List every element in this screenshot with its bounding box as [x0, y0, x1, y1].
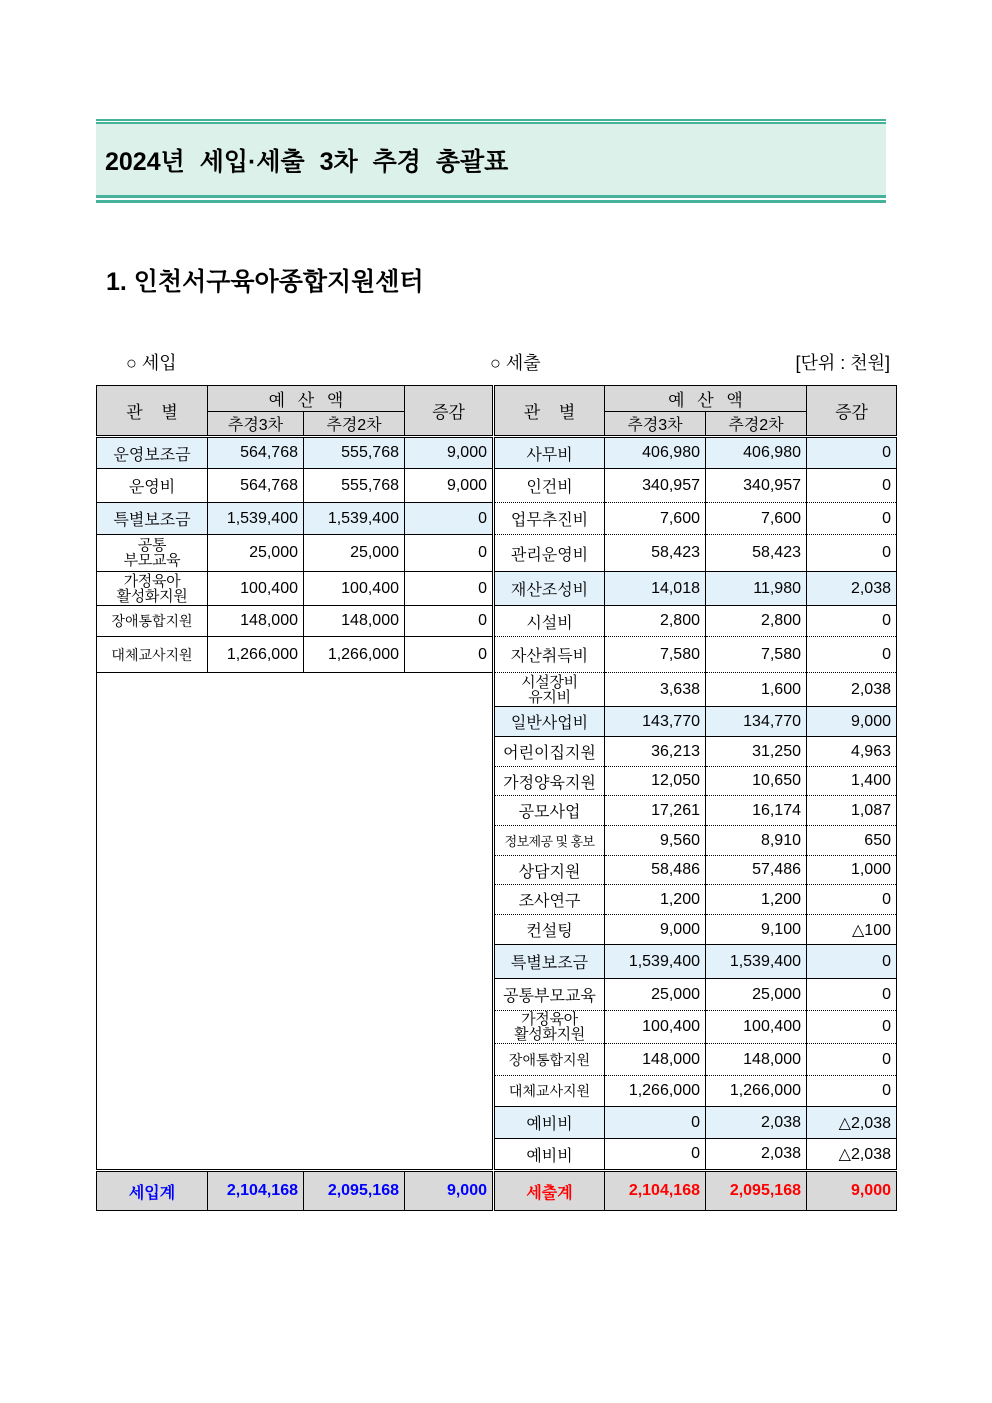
expense-row-third: 143,770	[605, 707, 706, 737]
expense-row-category: 자산취득비	[495, 637, 605, 673]
expense-row	[495, 437, 897, 469]
expense-row-change: 2,038	[807, 572, 897, 606]
expense-row-category: 조사연구	[495, 885, 605, 915]
expense-row	[495, 767, 897, 796]
revenue-row-category: 운영비	[97, 469, 208, 503]
expense-row-second: 2,038	[706, 1107, 807, 1139]
expense-row	[495, 707, 897, 737]
revenue-total-third: 2,104,168	[208, 1171, 304, 1211]
revenue-row	[97, 535, 493, 572]
expense-row-category: 인건비	[495, 469, 605, 503]
expense-row-second: 9,100	[706, 915, 807, 945]
expense-total-label: 세출계	[495, 1171, 605, 1211]
expense-row	[495, 535, 897, 572]
expense-row-change: 1,400	[807, 767, 897, 796]
expense-row	[495, 826, 897, 856]
expense-row	[495, 1011, 897, 1044]
expense-row-third: 148,000	[605, 1044, 706, 1076]
expense-row-third: 9,000	[605, 915, 706, 945]
expense-total-second: 2,095,168	[706, 1171, 807, 1211]
revenue-row-change: 0	[405, 503, 493, 535]
expense-row-change: 0	[807, 885, 897, 915]
revenue-row-change: 0	[405, 606, 493, 637]
expense-row-change: 0	[807, 1076, 897, 1107]
revenue-row-second: 1,539,400	[304, 503, 405, 535]
unit-label: [단위 : 천원]	[795, 353, 890, 373]
expense-row	[495, 1107, 897, 1139]
revenue-row-second: 555,768	[304, 437, 405, 469]
title-box	[96, 119, 886, 203]
expense-row-second: 406,980	[706, 437, 807, 469]
expense-row	[495, 1044, 897, 1076]
expense-row-category: 일반사업비	[495, 707, 605, 737]
expense-row-change: 2,038	[807, 673, 897, 707]
revenue-header-third: 추경3차	[208, 412, 304, 437]
expense-row	[495, 1139, 897, 1171]
revenue-row-category: 가정육아 활성화지원	[97, 572, 208, 606]
revenue-row-third: 564,768	[208, 437, 304, 469]
expense-row-category: 예비비	[495, 1107, 605, 1139]
revenue-total-label: 세입계	[97, 1171, 208, 1211]
revenue-row-third: 564,768	[208, 469, 304, 503]
expense-header-category: 관 별	[495, 386, 605, 437]
expense-row-category: 장애통합지원	[495, 1044, 605, 1076]
expense-row-category: 공통부모교육	[495, 979, 605, 1011]
revenue-row	[97, 606, 493, 637]
revenue-header	[97, 386, 493, 437]
expense-row-category: 대체교사지원	[495, 1076, 605, 1107]
expense-row-third: 17,261	[605, 796, 706, 826]
expense-row-second: 57,486	[706, 856, 807, 885]
expense-row-category: 정보제공 및 홍보	[495, 826, 605, 856]
expense-row-third: 1,539,400	[605, 945, 706, 979]
expense-row-second: 16,174	[706, 796, 807, 826]
revenue-row	[97, 637, 493, 673]
expense-row	[495, 945, 897, 979]
expense-row	[495, 606, 897, 637]
expense-row-category: 어린이집지원	[495, 737, 605, 767]
expense-header-row	[495, 386, 897, 412]
expense-row-change: 0	[807, 1044, 897, 1076]
expense-row-third: 100,400	[605, 1011, 706, 1044]
expense-row-category: 시설비	[495, 606, 605, 637]
revenue-row-change: 0	[405, 637, 493, 673]
expense-row	[495, 469, 897, 503]
expense-row-second: 1,539,400	[706, 945, 807, 979]
expense-row	[495, 885, 897, 915]
expense-row-third: 12,050	[605, 767, 706, 796]
revenue-row-change: 9,000	[405, 437, 493, 469]
revenue-empty-area	[97, 673, 493, 1171]
revenue-row-third: 1,539,400	[208, 503, 304, 535]
revenue-row-second: 148,000	[304, 606, 405, 637]
revenue-total-change: 9,000	[405, 1171, 493, 1211]
expense-row-change: 0	[807, 437, 897, 469]
expense-row	[495, 737, 897, 767]
expense-row-second: 25,000	[706, 979, 807, 1011]
expense-row-change: 1,087	[807, 796, 897, 826]
expense-row-third: 25,000	[605, 979, 706, 1011]
revenue-row-second: 1,266,000	[304, 637, 405, 673]
revenue-body	[97, 437, 493, 673]
expense-row-change: 0	[807, 979, 897, 1011]
revenue-row-change: 0	[405, 535, 493, 572]
expense-row-third: 36,213	[605, 737, 706, 767]
expense-row	[495, 915, 897, 945]
revenue-empty-cell	[97, 673, 493, 1171]
expense-row-third: 7,580	[605, 637, 706, 673]
expense-row-change: △2,038	[807, 1139, 897, 1171]
revenue-row-third: 25,000	[208, 535, 304, 572]
revenue-label: ○ 세입	[126, 353, 177, 373]
expense-row-third: 3,638	[605, 673, 706, 707]
expense-row-second: 100,400	[706, 1011, 807, 1044]
revenue-header-category: 관 별	[97, 386, 208, 437]
expense-row-third: 0	[605, 1139, 706, 1171]
expense-row	[495, 673, 897, 707]
expense-row-second: 1,600	[706, 673, 807, 707]
revenue-row	[97, 572, 493, 606]
expense-row-change: △100	[807, 915, 897, 945]
revenue-row-third: 148,000	[208, 606, 304, 637]
expense-body	[495, 437, 897, 1171]
expense-row	[495, 572, 897, 606]
expense-row	[495, 796, 897, 826]
expense-row-second: 8,910	[706, 826, 807, 856]
page-title: 2024년 세입·세출 3차 추경 총괄표	[105, 147, 509, 176]
expense-row-third: 7,600	[605, 503, 706, 535]
expense-row-second: 148,000	[706, 1044, 807, 1076]
expense-row-category: 업무추진비	[495, 503, 605, 535]
expense-row-category: 컨설팅	[495, 915, 605, 945]
expense-row-change: 9,000	[807, 707, 897, 737]
revenue-row-category: 공통 부모교육	[97, 535, 208, 572]
expense-row-second: 2,800	[706, 606, 807, 637]
expense-row-change: 0	[807, 637, 897, 673]
expense-row-second: 31,250	[706, 737, 807, 767]
expense-row-change: 4,963	[807, 737, 897, 767]
expense-row-change: 1,000	[807, 856, 897, 885]
revenue-row-change: 9,000	[405, 469, 493, 503]
expense-row-second: 2,038	[706, 1139, 807, 1171]
expense-row	[495, 1076, 897, 1107]
expense-row-change: 0	[807, 606, 897, 637]
expense-row-category: 사무비	[495, 437, 605, 469]
revenue-row-second: 100,400	[304, 572, 405, 606]
expense-row-change: 0	[807, 535, 897, 572]
expense-row-change: 0	[807, 945, 897, 979]
expense-total-third: 2,104,168	[605, 1171, 706, 1211]
revenue-row-category: 장애통합지원	[97, 606, 208, 637]
expense-row-second: 340,957	[706, 469, 807, 503]
revenue-row	[97, 469, 493, 503]
expense-row-second: 58,423	[706, 535, 807, 572]
expense-footer	[495, 1171, 897, 1211]
expense-row-second: 11,980	[706, 572, 807, 606]
expense-total-change: 9,000	[807, 1171, 897, 1211]
expense-row-second: 7,600	[706, 503, 807, 535]
expense-row-change: 0	[807, 469, 897, 503]
expense-table	[494, 385, 897, 1211]
revenue-row-category: 대체교사지원	[97, 637, 208, 673]
expense-row-category: 상담지원	[495, 856, 605, 885]
revenue-row-third: 100,400	[208, 572, 304, 606]
expense-row-second: 1,200	[706, 885, 807, 915]
revenue-header-budget: 예 산 액	[208, 386, 405, 412]
revenue-total-row	[97, 1171, 493, 1211]
expense-row-change: 0	[807, 1011, 897, 1044]
expense-row-change: 650	[807, 826, 897, 856]
revenue-table	[96, 385, 493, 1211]
revenue-header-row	[97, 386, 493, 412]
expense-header	[495, 386, 897, 437]
expense-row-third: 1,266,000	[605, 1076, 706, 1107]
expense-row-category: 가정육아 활성화지원	[495, 1011, 605, 1044]
expense-total-row	[495, 1171, 897, 1211]
revenue-header-second: 추경2차	[304, 412, 405, 437]
expense-row	[495, 856, 897, 885]
expense-row-third: 9,560	[605, 826, 706, 856]
revenue-row	[97, 437, 493, 469]
revenue-footer	[97, 673, 493, 1211]
expense-row-second: 134,770	[706, 707, 807, 737]
revenue-row	[97, 503, 493, 535]
expense-row-third: 14,018	[605, 572, 706, 606]
expense-row	[495, 503, 897, 535]
section-heading: 1. 인천서구육아종합지원센터	[106, 268, 424, 296]
expense-header-change: 증감	[807, 386, 897, 437]
revenue-row-category: 운영보조금	[97, 437, 208, 469]
expense-row-third: 406,980	[605, 437, 706, 469]
expense-row-change: 0	[807, 503, 897, 535]
expense-row-third: 0	[605, 1107, 706, 1139]
expense-row-third: 340,957	[605, 469, 706, 503]
expense-row-third: 58,486	[605, 856, 706, 885]
expense-row	[495, 979, 897, 1011]
expense-row-third: 1,200	[605, 885, 706, 915]
expense-header-third: 추경3차	[605, 412, 706, 437]
expense-row-second: 10,650	[706, 767, 807, 796]
expense-row-category: 특별보조금	[495, 945, 605, 979]
expense-row-category: 공모사업	[495, 796, 605, 826]
expense-row-second: 7,580	[706, 637, 807, 673]
expense-row-category: 시설장비 유지비	[495, 673, 605, 707]
expense-label: ○ 세출	[490, 353, 541, 373]
expense-row-change: △2,038	[807, 1107, 897, 1139]
expense-row-third: 58,423	[605, 535, 706, 572]
expense-row-category: 예비비	[495, 1139, 605, 1171]
expense-row-category: 재산조성비	[495, 572, 605, 606]
expense-row	[495, 637, 897, 673]
revenue-row-second: 25,000	[304, 535, 405, 572]
revenue-row-change: 0	[405, 572, 493, 606]
expense-header-second: 추경2차	[706, 412, 807, 437]
revenue-row-category: 특별보조금	[97, 503, 208, 535]
expense-row-third: 2,800	[605, 606, 706, 637]
revenue-header-change: 증감	[405, 386, 493, 437]
revenue-row-third: 1,266,000	[208, 637, 304, 673]
revenue-row-second: 555,768	[304, 469, 405, 503]
expense-row-second: 1,266,000	[706, 1076, 807, 1107]
expense-header-budget: 예 산 액	[605, 386, 807, 412]
expense-row-category: 관리운영비	[495, 535, 605, 572]
revenue-total-second: 2,095,168	[304, 1171, 405, 1211]
expense-row-category: 가정양육지원	[495, 767, 605, 796]
